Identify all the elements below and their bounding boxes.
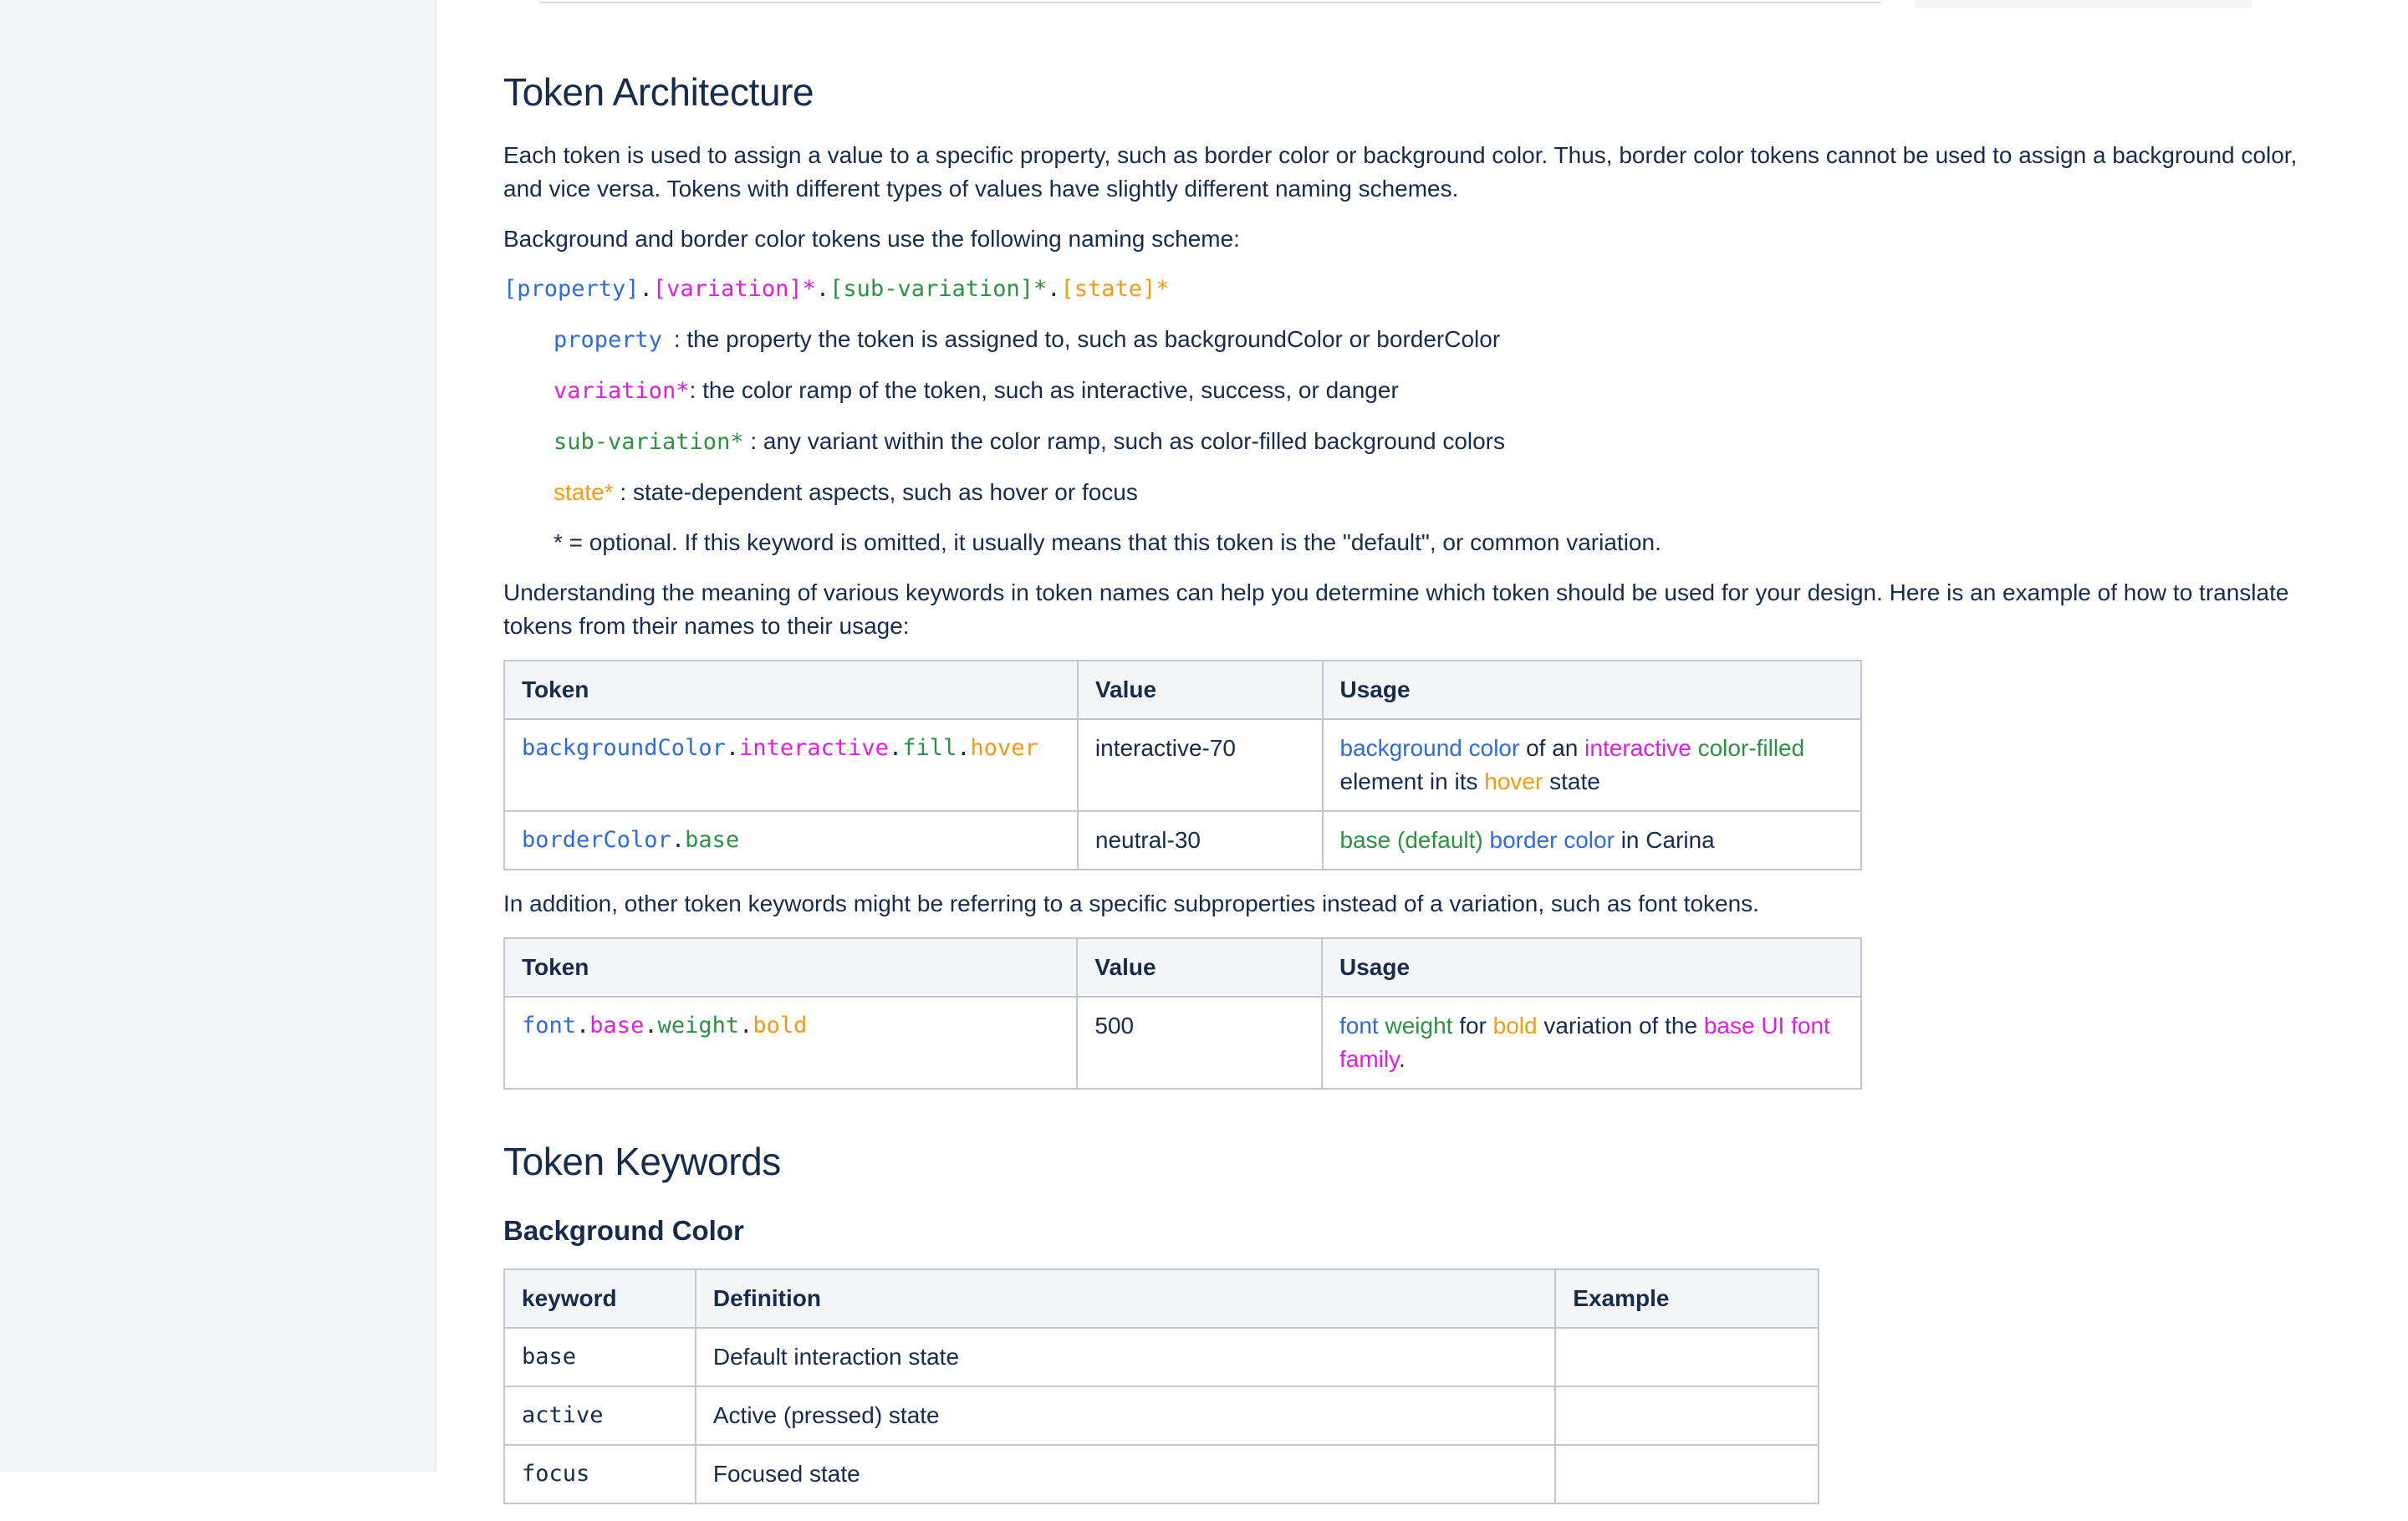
background-color-heading: Background Color	[503, 1215, 744, 1246]
token-keywords-heading: Token Keywords	[503, 1140, 781, 1183]
legend-key: property	[554, 327, 663, 353]
token-dot: .	[888, 735, 903, 761]
usage-part: weight	[1385, 1013, 1453, 1039]
token-part: base	[685, 827, 740, 853]
usage-part: state	[1543, 768, 1600, 794]
scheme-dot: .	[1047, 276, 1061, 302]
definition-cell: Focused state	[696, 1445, 1555, 1503]
token-dot: .	[644, 1013, 658, 1039]
usage-part: of an	[1519, 735, 1585, 761]
usage-part: border color	[1489, 827, 1615, 853]
definition-cell: Default interaction state	[696, 1328, 1555, 1386]
table-row	[504, 1328, 1819, 1386]
token-part: base	[589, 1013, 645, 1039]
intro-paragraph: Each token is used to assign a value to a specific property, such as border color or background color. Thus, border color tokens cannot be used to assign a background color, and vice versa. Tokens with different types of values have slightly different naming schemes.	[503, 142, 2298, 202]
usage-part: element in its	[1339, 768, 1485, 794]
example-cell	[1555, 1445, 1819, 1503]
keyword-cell: base	[504, 1328, 696, 1386]
table-of-contents-panel	[1915, 0, 2252, 8]
usage-cell	[1322, 997, 1861, 1089]
value-cell: neutral-30	[1078, 811, 1323, 870]
legend-item-state	[554, 476, 2318, 509]
usage-part: background color	[1339, 735, 1520, 761]
column-header: Example	[1555, 1269, 1819, 1328]
token-part: fill	[902, 735, 957, 761]
scheme-dot: .	[639, 276, 653, 302]
token-cell	[504, 997, 1077, 1089]
usage-part: hover	[1484, 768, 1543, 794]
token-part: hover	[970, 735, 1038, 761]
token-part: bold	[752, 1013, 808, 1039]
naming-scheme	[503, 273, 2318, 306]
table-header-row	[504, 1269, 1819, 1328]
table-row	[504, 997, 1861, 1089]
usage-part: color-filled	[1697, 735, 1805, 761]
token-dot: .	[739, 1013, 753, 1039]
scheme-sub-variation: [sub-variation]*	[829, 276, 1048, 302]
legend-optional-note: * = optional. If this keyword is omitted, it usually means that this token is the "default", or common variation.	[554, 529, 1661, 555]
column-header: Usage	[1322, 938, 1861, 997]
value-cell: interactive-70	[1078, 719, 1323, 811]
token-dot: .	[576, 1013, 590, 1039]
token-part: backgroundColor	[522, 735, 726, 761]
column-header: Token	[504, 661, 1078, 719]
legend-text: : state-dependent aspects, such as hover or focus	[613, 479, 1138, 505]
scheme-variation: [variation]*	[652, 276, 816, 302]
token-cell	[504, 811, 1078, 870]
token-part: font	[522, 1013, 577, 1039]
addition-paragraph: In addition, other token keywords might be referring to a specific subproperties instead of a variation, such as font tokens.	[503, 891, 1759, 916]
scheme-legend	[554, 323, 2318, 559]
usage-part	[1691, 735, 1698, 761]
usage-part	[1483, 827, 1490, 853]
main-content	[503, 60, 2318, 1521]
legend-key: sub-variation*	[554, 429, 744, 455]
usage-part: in Carina	[1614, 827, 1715, 853]
font-token-table	[503, 937, 1862, 1090]
token-architecture-heading: Token Architecture	[503, 70, 814, 114]
token-part: weight	[657, 1013, 740, 1039]
scheme-property: [property]	[503, 276, 640, 302]
usage-cell	[1323, 719, 1861, 811]
understanding-paragraph: Understanding the meaning of various keywords in token names can help you determine which token should be used for your design. Here is an example of how to translate tokens from their names to their usage:	[503, 579, 2289, 639]
token-cell	[504, 719, 1078, 811]
keyword-cell: active	[504, 1386, 696, 1445]
usage-part: base UI font family	[1339, 1013, 1830, 1072]
column-header: Definition	[696, 1269, 1555, 1328]
legend-text: : any variant within the color ramp, such as color-filled background colors	[743, 428, 1506, 454]
scheme-state: [state]*	[1060, 276, 1170, 302]
legend-item-variation	[554, 374, 2318, 408]
token-dot: .	[957, 735, 971, 761]
usage-part: bold	[1492, 1013, 1538, 1039]
keyword-cell: focus	[504, 1445, 696, 1503]
legend-text: : the property the token is assigned to, such as backgroundColor or borderColor	[667, 326, 1501, 352]
legend-text: : the color ramp of the token, such as interactive, success, or danger	[689, 377, 1399, 403]
column-header: Value	[1078, 661, 1323, 719]
legend-item-sub-variation	[554, 425, 2318, 459]
value-cell: 500	[1077, 997, 1322, 1089]
column-header: Token	[504, 938, 1077, 997]
usage-part: .	[1399, 1046, 1406, 1072]
legend-key: state*	[554, 479, 614, 505]
background-color-keyword-table	[503, 1268, 1819, 1504]
column-header: keyword	[504, 1269, 696, 1328]
token-part: interactive	[739, 735, 889, 761]
usage-part: font	[1339, 1013, 1379, 1039]
column-header: Value	[1077, 938, 1322, 997]
usage-part: base (default)	[1339, 827, 1483, 853]
token-example-table	[503, 660, 1862, 870]
table-row	[504, 1386, 1819, 1445]
usage-cell	[1323, 811, 1861, 870]
scheme-dot: .	[815, 276, 830, 302]
definition-cell: Active (pressed) state	[696, 1386, 1555, 1445]
example-cell	[1555, 1328, 1819, 1386]
token-dot: .	[725, 735, 740, 761]
token-dot: .	[671, 827, 686, 853]
legend-item-property	[554, 323, 2318, 357]
example-cell	[1555, 1386, 1819, 1445]
column-header: Usage	[1323, 661, 1861, 719]
table-row	[504, 1445, 1819, 1503]
table-header-row	[504, 661, 1861, 719]
usage-part: for	[1452, 1013, 1493, 1039]
usage-part: interactive	[1584, 735, 1691, 761]
table-row	[504, 719, 1861, 811]
token-part: borderColor	[522, 827, 671, 853]
table-row	[504, 811, 1861, 870]
divider	[539, 0, 1881, 3]
legend-key: variation*	[554, 378, 690, 404]
scheme-intro: Background and border color tokens use the following naming scheme:	[503, 226, 1240, 252]
table-header-row	[504, 938, 1861, 997]
usage-part: variation of the	[1537, 1013, 1704, 1039]
sidebar	[0, 0, 436, 1472]
